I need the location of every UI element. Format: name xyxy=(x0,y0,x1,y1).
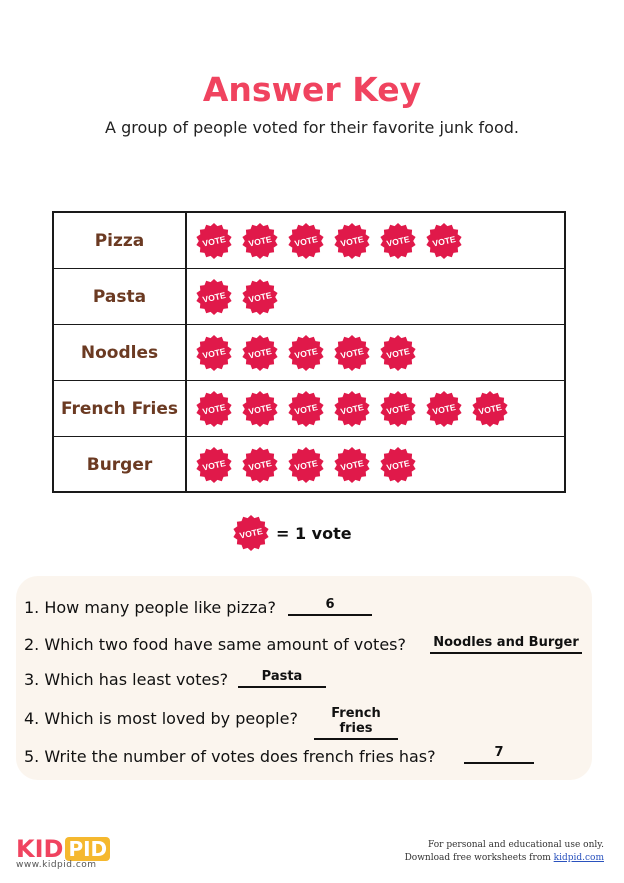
site-url: www.kidpid.com xyxy=(16,860,97,870)
vote-badge-label: VOTE xyxy=(431,234,457,249)
vote-badge-label: VOTE xyxy=(339,346,365,361)
vote-badge-label: VOTE xyxy=(247,402,273,417)
question-3: 3. Which has least votes? xyxy=(24,670,229,689)
vote-icon xyxy=(195,390,233,428)
vote-icon xyxy=(241,278,279,316)
vote-icon xyxy=(471,390,509,428)
vote-badge-label: VOTE xyxy=(477,402,503,417)
vote-icons-row xyxy=(195,381,509,437)
vote-icon xyxy=(379,390,417,428)
vote-icon xyxy=(379,334,417,372)
vote-badge-label: VOTE xyxy=(201,458,227,473)
vote-icon xyxy=(241,446,279,484)
vote-badge-label: VOTE xyxy=(385,346,411,361)
vote-icon xyxy=(195,446,233,484)
table-row xyxy=(54,381,564,437)
question-5: 5. Write the number of votes does french fries has? xyxy=(24,747,436,766)
category-label: French Fries xyxy=(60,399,179,419)
vote-badge-label: VOTE xyxy=(339,402,365,417)
vote-badge-label: VOTE xyxy=(293,234,319,249)
footer-note-line1: For personal and educational use only. xyxy=(428,840,604,850)
category-label: Pasta xyxy=(92,287,147,307)
question-2: 2. Which two food have same amount of votes? xyxy=(24,635,406,654)
vote-icon xyxy=(287,222,325,260)
vote-icon xyxy=(425,390,463,428)
vote-icon xyxy=(195,222,233,260)
vote-icon xyxy=(333,446,371,484)
footer-note-prefix: Download free worksheets from xyxy=(404,853,554,863)
vote-badge-label: VOTE xyxy=(385,402,411,417)
table-row xyxy=(54,269,564,325)
legend xyxy=(232,513,352,553)
vote-badge-label: VOTE xyxy=(247,234,273,249)
category-label: Noodles xyxy=(80,343,159,363)
vote-icon xyxy=(425,222,463,260)
footer-link[interactable]: kidpid.com xyxy=(553,853,604,863)
vote-icon xyxy=(379,446,417,484)
vote-icon xyxy=(241,390,279,428)
vote-badge-label: VOTE xyxy=(339,458,365,473)
answer-1[interactable]: 6 xyxy=(288,597,372,616)
answer-4[interactable]: French fries xyxy=(314,706,398,740)
legend-vote-badge xyxy=(232,514,270,552)
answer-5[interactable]: 7 xyxy=(464,745,534,764)
category-label: Burger xyxy=(86,455,153,475)
footer-note xyxy=(405,839,604,865)
vote-badge-label: VOTE xyxy=(247,458,273,473)
vote-icons-row xyxy=(195,269,279,325)
vote-badge-label: VOTE xyxy=(201,346,227,361)
vote-icon xyxy=(241,222,279,260)
legend-vote-icon xyxy=(232,514,270,552)
vote-icon xyxy=(287,334,325,372)
vote-icon xyxy=(195,278,233,316)
answer-2[interactable]: Noodles and Burger xyxy=(430,635,582,654)
vote-icon xyxy=(333,334,371,372)
vote-icons-row xyxy=(195,437,417,493)
logo-pid-text: PID xyxy=(65,837,110,861)
vote-icon xyxy=(333,222,371,260)
table-row xyxy=(54,213,564,269)
answer-3[interactable]: Pasta xyxy=(238,669,326,688)
vote-icon xyxy=(195,334,233,372)
vote-badge-label: VOTE xyxy=(385,234,411,249)
vote-badge-label: VOTE xyxy=(339,234,365,249)
vote-badge-label: VOTE xyxy=(431,402,457,417)
column-divider xyxy=(185,213,187,491)
vote-badge-label: VOTE xyxy=(238,526,264,541)
vote-badge-label: VOTE xyxy=(293,458,319,473)
vote-badge-label: VOTE xyxy=(293,346,319,361)
vote-badge-label: VOTE xyxy=(247,290,273,305)
category-label: Pizza xyxy=(94,231,145,251)
vote-icon xyxy=(379,222,417,260)
pictograph-table xyxy=(52,211,566,493)
question-4: 4. Which is most loved by people? xyxy=(24,709,298,728)
vote-icons-row xyxy=(195,325,417,381)
vote-badge-label: VOTE xyxy=(201,402,227,417)
vote-badge-label: VOTE xyxy=(201,290,227,305)
page-subtitle: A group of people voted for their favorite junk food. xyxy=(105,118,519,137)
page-title: Answer Key xyxy=(202,70,422,109)
vote-icons-row xyxy=(195,213,463,269)
vote-badge-label: VOTE xyxy=(247,346,273,361)
table-row xyxy=(54,325,564,381)
vote-icon xyxy=(287,390,325,428)
logo-kid-text: KID xyxy=(16,835,64,863)
vote-badge-label: VOTE xyxy=(385,458,411,473)
legend-text: = 1 vote xyxy=(276,523,352,543)
vote-icon xyxy=(241,334,279,372)
vote-icon xyxy=(287,446,325,484)
vote-icon xyxy=(333,390,371,428)
footer-note-line2 xyxy=(405,852,604,865)
vote-badge-label: VOTE xyxy=(293,402,319,417)
table-row xyxy=(54,437,564,493)
question-1: 1. How many people like pizza? xyxy=(24,598,276,617)
vote-badge-label: VOTE xyxy=(201,234,227,249)
